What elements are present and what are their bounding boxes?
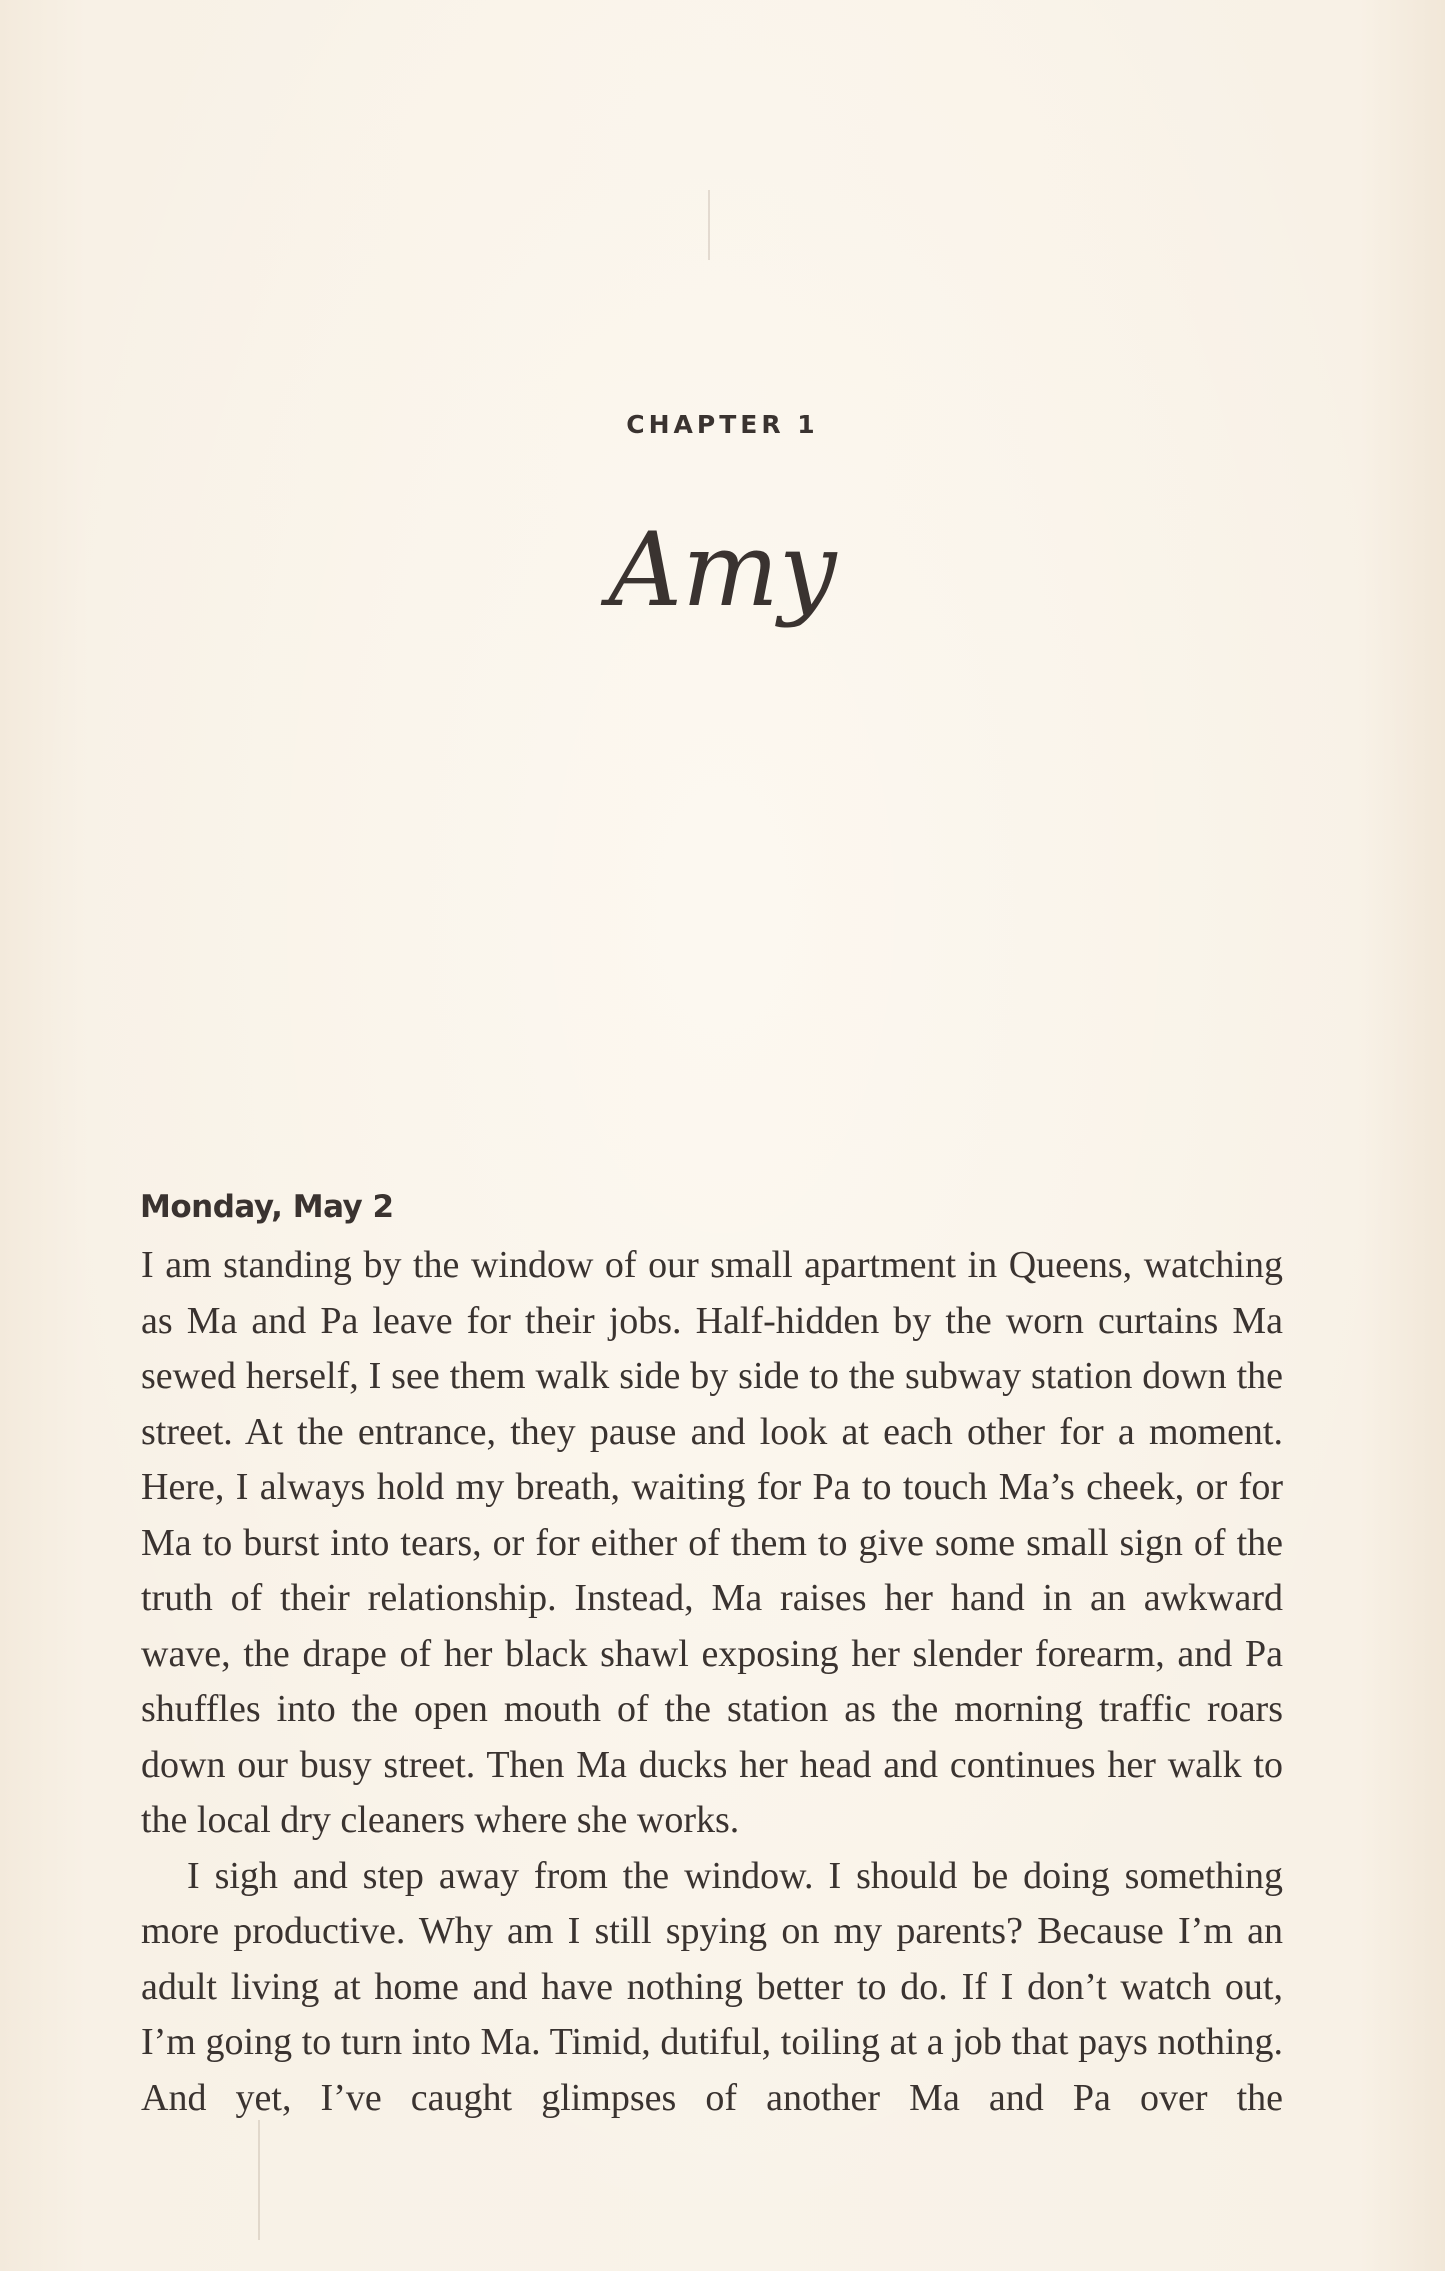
entry-date: Monday, May 2 — [140, 1189, 394, 1225]
show-through-mark — [258, 2120, 260, 2240]
paragraph: I sigh and step away from the window. I should be doing something more productive. Why am I still spying on my parents? Because I’m an adult living at home and have nothing better to do. If I don’t watch out, I’m going to turn into Ma. Timid, dutiful, toiling at a job that pays nothing. And yet, I’ve caught glimpses of another Ma and Pa over the — [141, 1854, 1283, 2119]
chapter-title: Amy — [608, 511, 837, 630]
paragraph: I am standing by the window of our small apartment in Queens, watching as Ma and Pa leave for their jobs. Half-hidden by the worn curtains Ma sewed herself, I see them walk side by side to the subway station down the street. At the entrance, they pause and look at each other for a moment. Here, I always hold my breath, waiting for Pa to touch Ma’s cheek, or for Ma to burst into tears, or for either of them to give some small sign of the truth of their relationship. Instead, Ma raises her hand in an awkward wave, the drape of her black shawl exposing her slender forearm, and Pa shuffles into the open mouth of the station as the morning traffic roars down our busy street. Then Ma ducks her head and continues her walk to the local dry cleaners where she works. — [141, 1244, 1283, 1841]
show-through-mark — [708, 190, 710, 260]
chapter-label: CHAPTER 1 — [626, 410, 819, 439]
body-text — [141, 1238, 1283, 2126]
